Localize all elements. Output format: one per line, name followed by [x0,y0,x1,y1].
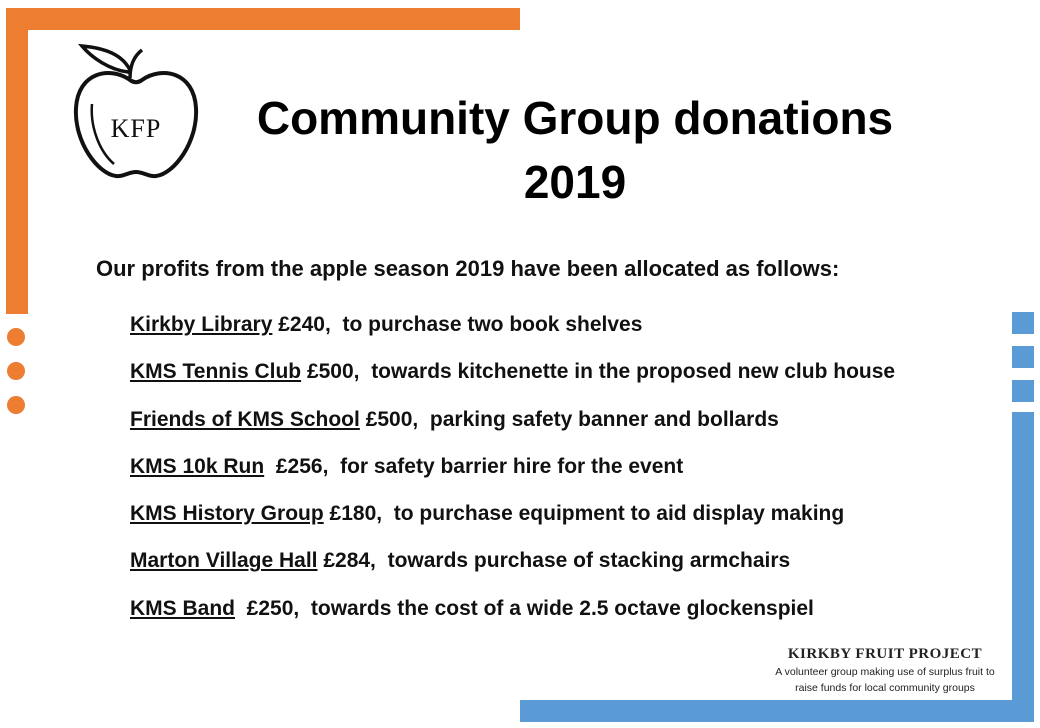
donation-amount: £250, [246,596,300,620]
donation-purpose: for safety barrier hire for the event [340,454,684,478]
orange-frame-left [6,8,28,314]
donations-list [130,310,895,641]
blue-frame-right [1012,412,1034,722]
donation-purpose: towards kitchenette in the proposed new club house [371,360,896,384]
donation-amount: £500, [306,360,360,384]
donation-purpose: parking safety banner and bollards [429,407,779,431]
donation-item [130,546,895,593]
donation-amount: £500, [365,407,419,431]
blue-square [1012,380,1034,402]
kfp-apple-logo [70,42,202,182]
blue-frame-bottom [520,700,1034,722]
group-name: KMS Band [130,596,235,620]
donation-purpose: towards the cost of a wide 2.5 octave glockenspiel [310,596,814,620]
donation-item [130,499,895,546]
donation-amount: £180, [329,502,383,526]
donation-item [130,452,895,499]
donation-amount: £240, [278,313,331,336]
blue-square [1012,312,1034,334]
orange-dot [7,328,25,346]
organisation-tagline-1: A volunteer group making use of surplus fruit to [775,666,995,678]
donation-purpose: to purchase two book shelves [342,313,643,336]
group-name: Marton Village Hall [130,549,318,573]
donation-purpose: to purchase equipment to aid display making [393,502,845,526]
footer [760,646,1010,695]
orange-dot [7,396,25,414]
group-name: KMS Tennis Club [130,360,302,384]
page-title [210,86,940,214]
orange-frame-top [6,8,520,30]
group-name: KMS 10k Run [130,454,265,478]
donation-item [130,594,895,641]
logo-text: KFP [110,114,162,143]
intro-text: Our profits from the apple season 2019 have been allocated as follows: [96,256,840,281]
organisation-name: KIRKBY FRUIT PROJECT [787,646,983,662]
organisation-tagline-2: raise funds for local community groups [795,682,975,694]
donation-item [130,405,895,452]
apple-icon [70,42,202,182]
donation-item [130,310,895,357]
donation-item [130,357,895,404]
group-name: Friends of KMS School [130,407,360,431]
orange-dot [7,362,25,380]
donation-amount: £284, [323,549,376,573]
group-name: KMS History Group [130,502,324,526]
title-line-2: 2019 [523,156,627,208]
donation-amount: £256, [275,454,329,478]
blue-square [1012,346,1034,368]
group-name: Kirkby Library [130,313,273,336]
donation-purpose: towards purchase of stacking armchairs [387,549,791,573]
title-line-1: Community Group donations [256,92,894,144]
